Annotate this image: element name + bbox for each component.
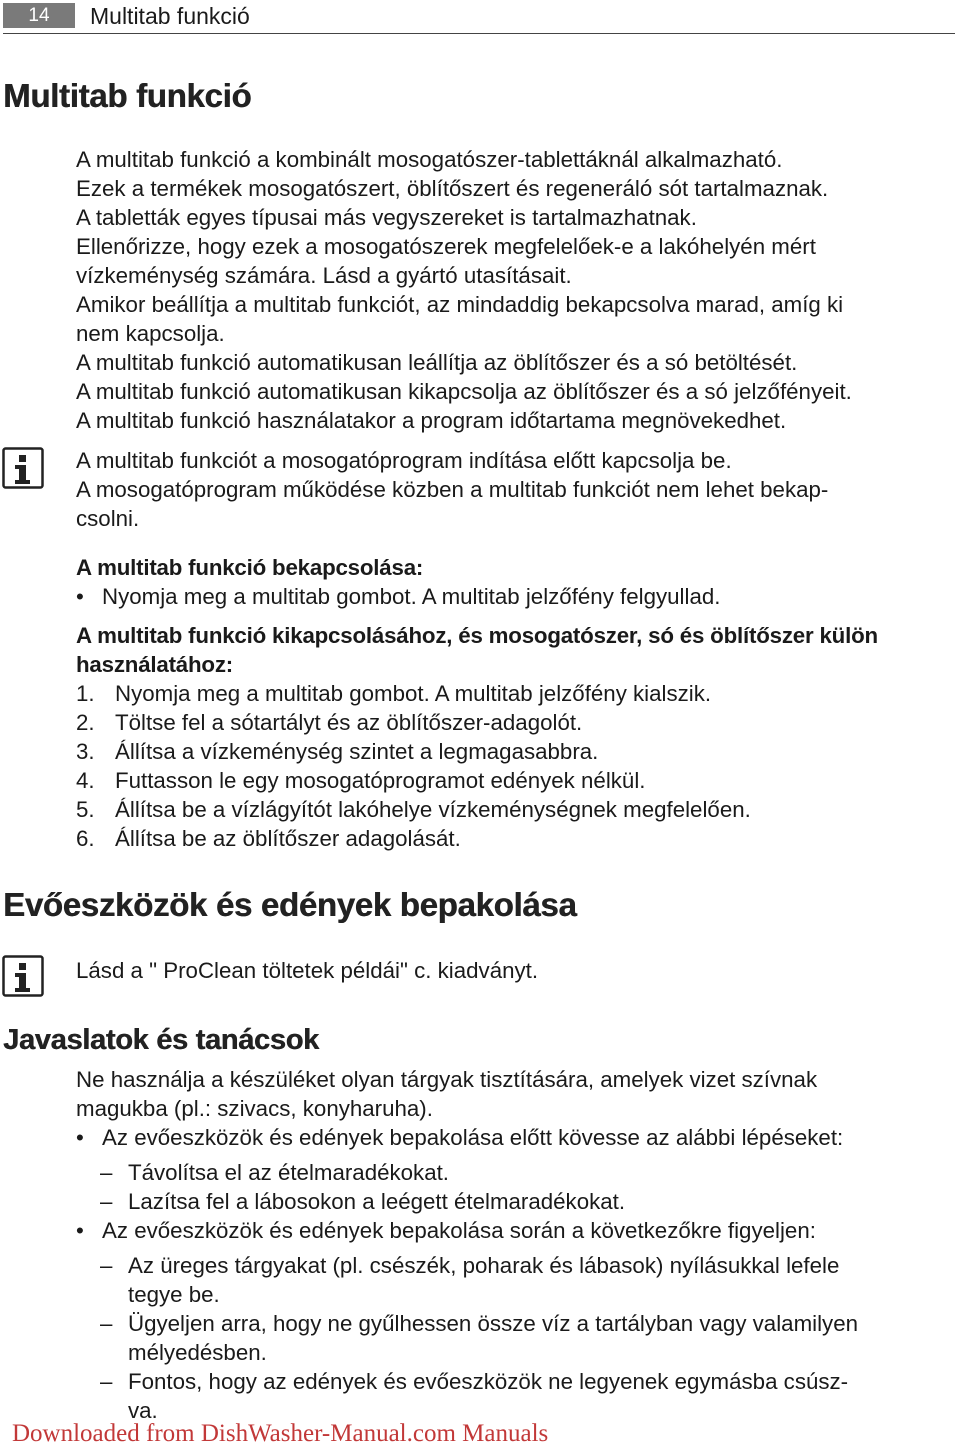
paragraph-line: Ne használja a készüléket olyan tárgyak tisztítására, amelyek vizet szívnak [76, 1067, 818, 1092]
section-heading-tips: Javaslatok és tanácsok [3, 1024, 319, 1056]
subheading-deactivate-cont: használatához: [76, 652, 234, 677]
subheading-deactivate: A multitab funkció kikapcsolásához, és mosogatószer, só és öblítőszer külön [76, 623, 878, 648]
sublist-item-text: va. [128, 1398, 158, 1423]
bullet-marker: • [76, 1218, 84, 1243]
list-item-text: Az evőeszközök és edények bepakolása előtt kövesse az alábbi lépéseket: [102, 1125, 844, 1150]
step-text: Töltse fel a sótartályt és az öblítőszer-adagolót. [115, 710, 583, 735]
step-number: 6. [76, 826, 95, 851]
paragraph-line: Ellenőrizze, hogy ezek a mosogatószerek megfelelőek-e a lakóhelyén mért [76, 234, 816, 259]
info-icon [2, 447, 44, 489]
step-number: 1. [76, 681, 95, 706]
step-text: Állítsa be az öblítőszer adagolását. [115, 826, 461, 851]
info-icon [2, 955, 44, 997]
sublist-item [76, 1187, 958, 1216]
paragraph-line: A multitab funkció automatikusan leállítja az öblítőszer és a só betöltését. [76, 350, 798, 375]
dash-marker: – [100, 1369, 113, 1394]
download-source-link[interactable]: Downloaded from DishWasher-Manual.com Manuals [12, 1420, 549, 1447]
step-item [76, 824, 958, 853]
sublist-item [76, 1367, 958, 1396]
step-item [76, 708, 958, 737]
header-divider [3, 33, 955, 34]
list-item-text: Az evőeszközök és edények bepakolása során a következőkre figyeljen: [102, 1218, 816, 1243]
dash-marker: – [100, 1311, 113, 1336]
paragraph-line: Ezek a termékek mosogatószert, öblítőszert és regeneráló sót tartalmaznak. [76, 176, 829, 201]
sublist-item [76, 1251, 958, 1280]
sublist-item-text: Fontos, hogy az edények és evőeszközök ne legyenek egymásba csúsz- [128, 1369, 849, 1394]
dash-marker: – [100, 1189, 113, 1214]
step-text: Állítsa be a vízlágyítót lakóhelye vízkeménységnek megfelelően. [115, 797, 751, 822]
step-item [76, 766, 958, 795]
sublist-item [76, 1309, 958, 1338]
sublist-item-text: Ügyeljen arra, hogy ne gyűlhessen össze víz a tartályban vagy valamilyen [128, 1311, 858, 1336]
step-number: 5. [76, 797, 95, 822]
bullet-marker: • [76, 1125, 84, 1150]
sublist-item-text: tegye be. [128, 1282, 220, 1307]
sublist-item-cont [76, 1338, 958, 1367]
multitab-activate [76, 553, 958, 611]
list-item [76, 1216, 958, 1245]
multitab-deactivate [76, 621, 958, 853]
loading-info-note [76, 956, 958, 985]
subheading-activate: A multitab funkció bekapcsolása: [76, 555, 424, 580]
sublist-item-text: Lazítsa fel a lábosokon a leégett ételmaradékokat. [128, 1189, 626, 1214]
bullet-marker: • [76, 584, 84, 609]
tips-sublist-2 [76, 1251, 958, 1425]
running-header-title: Multitab funkció [90, 3, 250, 29]
paragraph-line: magukba (pl.: szivacs, konyharuha). [76, 1096, 433, 1121]
note-line: A multitab funkciót a mosogatóprogram indítása előtt kapcsolja be. [76, 448, 732, 473]
step-item [76, 737, 958, 766]
multitab-intro [76, 145, 958, 435]
paragraph-line: A multitab funkció használatakor a program időtartama megnövekedhet. [76, 408, 787, 433]
list-item-text: Nyomja meg a multitab gombot. A multitab jelzőfény felgyullad. [102, 584, 721, 609]
step-item [76, 795, 958, 824]
sublist-item [76, 1158, 958, 1187]
tips-intro [76, 1065, 958, 1152]
note-line: csolni. [76, 506, 140, 531]
paragraph-line: A multitab funkció automatikusan kikapcsolja az öblítőszer és a só jelzőfényeit. [76, 379, 852, 404]
dash-marker: – [100, 1160, 113, 1185]
paragraph-line: A tabletták egyes típusai más vegyszereket is tartalmazhatnak. [76, 205, 697, 230]
paragraph-line: Amikor beállítja a multitab funkciót, az mindaddig bekapcsolva marad, amíg ki [76, 292, 844, 317]
step-text: Nyomja meg a multitab gombot. A multitab jelzőfény kialszik. [115, 681, 712, 706]
list-item [76, 1123, 958, 1152]
step-number: 2. [76, 710, 95, 735]
dash-marker: – [100, 1253, 113, 1278]
section-heading-multitab: Multitab funkció [3, 77, 252, 114]
list-item [76, 582, 958, 611]
step-number: 3. [76, 739, 95, 764]
step-item [76, 679, 958, 708]
note-line: A mosogatóprogram működése közben a multitab funkciót nem lehet bekap- [76, 477, 829, 502]
paragraph-line: vízkeménység számára. Lásd a gyártó utasításait. [76, 263, 572, 288]
step-text: Állítsa a vízkeménység szintet a legmagasabbra. [115, 739, 599, 764]
page-number: 14 [3, 3, 75, 28]
sublist-item-text: mélyedésben. [128, 1340, 267, 1365]
note-line: Lásd a " ProClean töltetek példái" c. kiadványt. [76, 958, 539, 983]
sublist-item-cont [76, 1280, 958, 1309]
tips-sublist-1 [76, 1158, 958, 1245]
sublist-item-text: Távolítsa el az ételmaradékokat. [128, 1160, 449, 1185]
step-text: Futtasson le egy mosogatóprogramot edények nélkül. [115, 768, 646, 793]
paragraph-line: A multitab funkció a kombinált mosogatószer-tablettáknál alkalmazható. [76, 147, 783, 172]
step-number: 4. [76, 768, 95, 793]
sublist-item-text: Az üreges tárgyakat (pl. csészék, poharak és lábasok) nyílásukkal lefele [128, 1253, 840, 1278]
multitab-info-note [76, 446, 958, 533]
section-heading-loading: Evőeszközök és edények bepakolása [3, 886, 577, 923]
paragraph-line: nem kapcsolja. [76, 321, 225, 346]
